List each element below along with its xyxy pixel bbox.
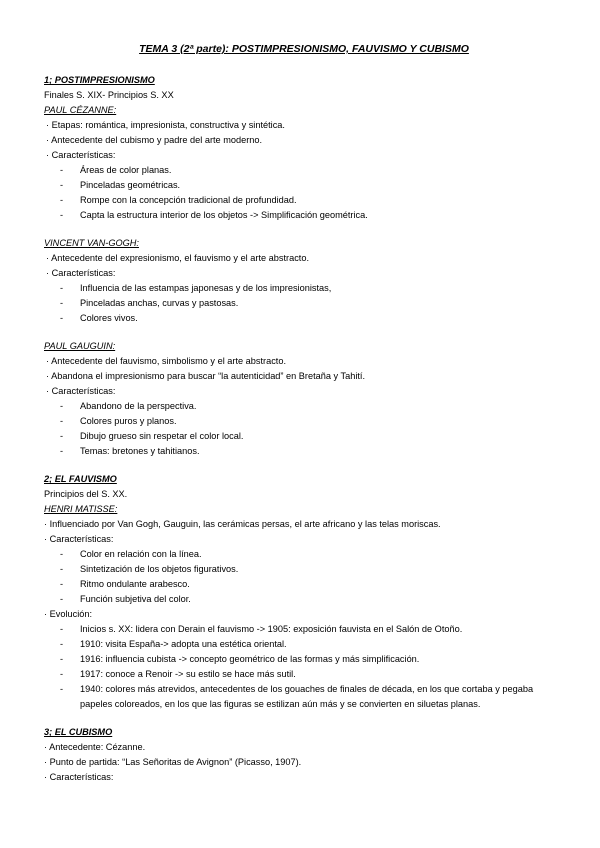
list-item: - Dibujo grueso sin respetar el color local. [60,431,244,441]
vangogh-caracteristicas-label: · Características: [46,268,116,278]
artist-name-vangogh: VINCENT VAN-GOGH: [44,238,139,248]
artist-name-gauguin: PAUL GAUGUIN: [44,341,116,351]
artist-name-matisse: HENRI MATISSE: [44,504,118,514]
list-item: - Rompe con la concepción tradicional de profundidad. [60,195,297,205]
list-item: - Áreas de color planas. [60,165,172,175]
document-page [44,42,564,785]
matisse-caracteristicas-label: · Características: [44,534,114,544]
list-item: - 1917: conoce a Renoir -> su estilo se hace más sutil. [60,669,296,679]
list-item: - Capta la estructura interior de los objetos -> Simplificación geométrica. [60,210,368,220]
list-item: - Sintetización de los objetos figurativos. [60,564,239,574]
list-item: - Temas: bretones y tahitianos. [60,446,200,456]
matisse-influenciado: · Influenciado por Van Gogh, Gauguin, las cerámicas persas, el arte africano y las telas moriscas. [44,519,441,529]
list-item: - Abandono de la perspectiva. [60,401,197,411]
list-item: - Colores puros y planos. [60,416,177,426]
gauguin-antecedente: · Antecedente del fauvismo, simbolismo y el arte abstracto. [46,356,287,366]
cubismo-punto-partida: · Punto de partida: “Las Señoritas de Avignon” (Picasso, 1907). [44,757,302,767]
section-heading-cubismo: 3; EL CUBISMO [44,727,113,737]
matisse-evolucion-label: · Evolución: [44,609,93,619]
cezanne-etapas: · Etapas: romántica, impresionista, constructiva y sintética. [46,120,285,130]
section-heading-fauvismo: 2; EL FAUVISMO [44,474,117,484]
list-item: - Color en relación con la línea. [60,549,202,559]
list-item: - Pinceladas geométricas. [60,180,181,190]
cezanne-caracteristicas-label: · Características: [46,150,116,160]
list-item: - Ritmo ondulante arabesco. [60,579,190,589]
cubismo-antecedente: · Antecedente: Cézanne. [44,742,146,752]
cezanne-antecedente: · Antecedente del cubismo y padre del arte moderno. [46,135,263,145]
list-item: - 1910: visita España-> adopta una estética oriental. [60,639,287,649]
document-title: TEMA 3 (2ª parte): POSTIMPRESIONISMO, FAUVISMO Y CUBISMO [139,43,469,55]
list-item: - 1940: colores más atrevidos, antecedentes de los gouaches de finales de década, en los que cortaba y pegaba papeles coloreados, en los que las figuras se estilizan aún más y se convierten en siluetas planas. [60,684,534,709]
list-item: - Colores vivos. [60,313,138,323]
vangogh-antecedente: · Antecedente del expresionismo, el fauvismo y el arte abstracto. [46,253,310,263]
artist-name-cezanne: PAUL CÉZANNE: [44,105,117,115]
cubismo-caracteristicas-label: · Características: [44,772,114,782]
section-period: Principios del S. XX. [44,489,128,499]
list-item: - Función subjetiva del color. [60,594,191,604]
section-period: Finales S. XIX- Principios S. XX [44,90,174,100]
gauguin-caracteristicas-label: · Características: [46,386,116,396]
section-heading-postimpresionismo: 1; POSTIMPRESIONISMO [44,75,155,85]
list-item: - Inicios s. XX: lidera con Derain el fauvismo -> 1905: exposición fauvista en el Salón de Otoño. [60,624,463,634]
list-item: - 1916: influencia cubista -> concepto geométrico de las formas y más simplificación. [60,654,420,664]
gauguin-abandona: · Abandona el impresionismo para buscar “la autenticidad” en Bretaña y Tahití. [46,371,366,381]
list-item: - Influencia de las estampas japonesas y de los impresionistas, [60,283,332,293]
list-item: - Pinceladas anchas, curvas y pastosas. [60,298,239,308]
